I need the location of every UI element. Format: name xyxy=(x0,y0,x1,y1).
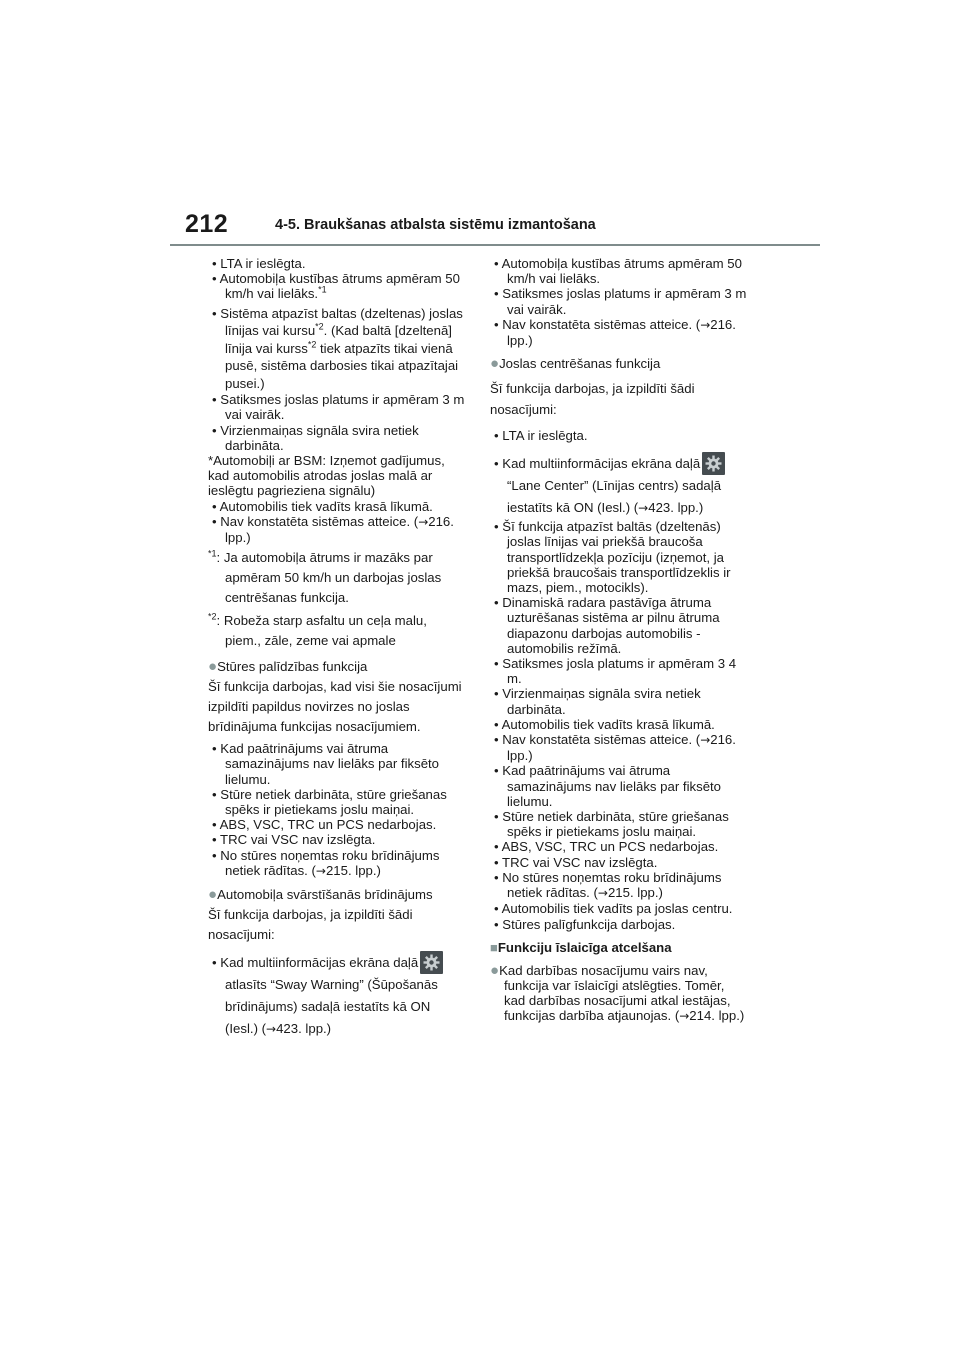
list-item: • LTA ir ieslēgta. xyxy=(494,428,588,444)
list-item-text: Sistēma atpazīst baltas (dzeltenas) joslas līnijas vai kursu xyxy=(220,305,463,339)
list-item-text: Nav konstatēta sistēmas atteice. ( xyxy=(220,513,419,529)
arrow-right-icon: → xyxy=(638,501,649,516)
list-item: • Stūre netiek darbināta, stūre griešanas spēks ir pietiekams joslu maiņai. xyxy=(494,809,729,840)
page-reference: 214. lpp.) xyxy=(689,1008,745,1024)
list-item-text: Stūre netiek darbināta, stūre griešanas spēks ir pietiekams joslu maiņai. xyxy=(502,809,729,840)
list-item: • Automobiļa kustības ātrums apmēram 50 km/h vai lielāks. xyxy=(494,256,742,287)
page-reference: 423. lpp.) xyxy=(276,1020,332,1036)
list-item: • Stūre netiek darbināta, stūre griešanas spēks ir pietiekams joslu maiņai. xyxy=(212,786,447,817)
page-number: 212 xyxy=(185,210,229,238)
footnote-text: : Robeža starp asfaltu un ceļa malu, piem., zāle, zeme vai apmale xyxy=(216,613,427,649)
list-item-text: TRC vai VSC nav izslēgta. xyxy=(502,854,658,870)
list-item: • Nav konstatēta sistēmas atteice. (→216. lpp.) xyxy=(494,316,736,349)
subheading-text: Automobiļa svārstīšanās brīdinājums xyxy=(217,886,433,902)
paragraph xyxy=(490,963,748,1025)
list-item: • Automobilis tiek vadīts krasā līkumā. xyxy=(212,498,433,514)
paragraph: Šī funkcija darbojas, ja izpildīti šādi nosacījumi: xyxy=(490,381,695,418)
subheading-text: Joslas centrēšanas funkcija xyxy=(499,356,661,372)
list-item-text: No stūres noņemtas roku brīdinājums netiek rādītas. ( xyxy=(502,869,722,901)
bullet-dot-icon: ● xyxy=(208,658,218,676)
page-reference: 216. lpp.) xyxy=(507,732,736,764)
arrow-right-icon: → xyxy=(700,317,711,332)
footnote-mark: *2 xyxy=(208,611,217,622)
footnote-text: : Ja automobiļa ātrums ir mazāks par apmēram 50 km/h un darbojas joslas centrēšanas funkcija. xyxy=(216,550,442,606)
list-item-text: tiek atpazīts tikai vienā pusē, sistēma darbosies tikai atpazītajai pusei.) xyxy=(225,340,459,391)
list-item: • Sistēma atpazīst baltas (dzeltenas) joslas līnijas vai kursu$^{*2}$. (Kad baltā [dzeltenā] līnija vai kurss$^{*2}$ tiek atpazīts tikai vienā pusē, sistēma darbosies tikai atpazītajai pusei.) xyxy=(212,305,463,391)
list-item: • Virzienmaiņas signāla svira netiek darbināta. xyxy=(212,422,419,453)
arrow-right-icon: → xyxy=(315,863,326,878)
list-item: • Satiksmes josla platums ir apmēram 3 4 m. xyxy=(494,656,737,687)
list-item-text: No stūres noņemtas roku brīdinājums netiek rādītas. ( xyxy=(220,847,440,878)
list-item-text: Automobilis tiek vadīts pa joslas centru. xyxy=(501,901,733,917)
list-item: • Kad paātrinājums vai ātruma samazinājums nav lielāks par fiksēto lielumu. xyxy=(494,763,722,809)
arrow-right-icon: → xyxy=(679,1009,690,1024)
list-item: • Kad paātrinājums vai ātruma samazinājums nav lielāks par fiksēto lielumu. xyxy=(212,741,440,787)
subheading xyxy=(208,885,466,905)
list-item: • Satiksmes joslas platums ir apmēram 3 m vai vairāk. xyxy=(494,286,747,317)
arrow-right-icon: → xyxy=(597,886,608,901)
arrow-right-icon: → xyxy=(700,733,711,748)
footnote-ref: *2 xyxy=(307,339,317,350)
list-item: • Dinamiskā radara pastāvīga ātruma uzturēšanas sistēma ar pilnu ātruma diapazonu darbojas automobilis - automobilis režīmā. xyxy=(494,595,720,656)
left-column xyxy=(208,256,466,1040)
bullet-dot-icon: ● xyxy=(208,885,218,903)
list-item: • TRC vai VSC nav izslēgta. xyxy=(212,832,376,848)
page-reference: 423. lpp.) xyxy=(648,500,704,516)
list-item: • Nav konstatēta sistēmas atteice. (→216. lpp.) xyxy=(212,513,454,545)
section-title: 4-5. Braukšanas atbalsta sistēmu izmantošana xyxy=(275,217,596,233)
list-item-text: Kad multiinformācijas ekrāna daļā xyxy=(502,456,701,472)
settings-gear-icon xyxy=(420,951,443,974)
list-item: • Automobilis tiek vadīts krasā līkumā. xyxy=(494,716,715,732)
subheading-text: Stūres palīdzības funkcija xyxy=(217,659,368,675)
list-item: • Kad multiinformācijas ekrāna daļā “Lane Center” (Līnijas centrs) sadaļā iestatīts kā ON (Iesl.) (→423. lpp.) xyxy=(490,452,748,519)
list-item-text: Dinamiskā radara pastāvīga ātruma uzturēšanas sistēma ar pilnu ātruma diapazonu darbojas automobilis - automobilis režīmā. xyxy=(502,595,720,656)
page-reference: 215. lpp.) xyxy=(325,862,381,878)
list-item-text: ABS, VSC, TRC un PCS nedarbojas. xyxy=(501,839,719,855)
list-item-text: Automobiļa kustības ātrums apmēram 50 km/h vai lielāks. xyxy=(501,256,742,287)
paragraph-text: Kad darbības nosacījumu vairs nav, funkcija var īslaicīgi atslēgties. Tomēr, kad darbības nosacījumi atkal iestājas, funkcijas darbība atjaunojas. ( xyxy=(499,962,731,1024)
list-item-text: Kad paātrinājums vai ātruma samazinājums nav lielāks par fiksēto lielumu. xyxy=(502,763,722,809)
right-column xyxy=(490,256,748,1025)
list-item: • No stūres noņemtas roku brīdinājums netiek rādītas. (→215. lpp.) xyxy=(212,847,440,878)
list-item: • Kad multiinformācijas ekrāna daļā atlasīts “Sway Warning” (Šūpošanās brīdinājums) sadaļā iestatīts kā ON (Iesl.) (→423. lpp.) xyxy=(208,951,466,1040)
list-item: • Nav konstatēta sistēmas atteice. (→216. lpp.) xyxy=(494,732,736,764)
paragraph: Šī funkcija darbojas, kad visi šie nosacījumi izpildīti papildus novirzes no joslas brīdinājuma funkcijas nosacījumiem. xyxy=(208,679,462,735)
list-item-text: atlasīts “Sway Warning” (Šūpošanās brīdinājums) sadaļā iestatīts kā ON (Iesl.) ( xyxy=(225,976,438,1036)
list-item-text: . (Kad baltā [dzeltenā] līnija vai kurss xyxy=(225,323,452,356)
list-item-text: Kad paātrinājums vai ātruma samazinājums nav lielāks par fiksēto lielumu. xyxy=(220,741,440,787)
list-item-text: Stūre netiek darbināta, stūre griešanas spēks ir pietiekams joslu maiņai. xyxy=(220,786,447,817)
bullet-dot-icon: ● xyxy=(490,961,500,979)
page-reference: 216. lpp.) xyxy=(507,316,736,349)
footnote-mark: *1 xyxy=(208,548,217,559)
footnote-ref: *2 xyxy=(315,321,324,332)
bullet-dot-icon: ● xyxy=(490,355,500,373)
footnote-ref: *1 xyxy=(318,285,327,296)
list-item-text: Virzienmaiņas signāla svira netiek darbināta. xyxy=(220,422,419,453)
list-item: • Satiksmes joslas platums ir apmēram 3 m vai vairāk. xyxy=(212,392,465,423)
list-item-text: Stūres palīgfunkcija darbojas. xyxy=(502,916,676,932)
list-item: • ABS, VSC, TRC un PCS nedarbojas. xyxy=(212,817,437,833)
footnote-1 xyxy=(208,548,466,608)
list-item: • Šī funkcija atpazīst baltās (dzeltenās) joslas līnijas vai priekšā braucoša transportlīdzekļa pozīciju (izņemot, ja priekšā braucošais transportlīdzeklis ir mazs, piem., motocikls). xyxy=(494,519,731,596)
subheading xyxy=(490,354,748,374)
list-item: • ABS, VSC, TRC un PCS nedarbojas. xyxy=(494,839,719,855)
list-item-text: Satiksmes joslas platums ir apmēram 3 m vai vairāk. xyxy=(220,392,465,423)
list-item-text: Automobilis tiek vadīts krasā līkumā. xyxy=(501,716,715,732)
list-item: • Stūres palīgfunkcija darbojas. xyxy=(494,916,676,932)
arrow-right-icon: → xyxy=(418,514,429,529)
list-item-text: Šī funkcija atpazīst baltās (dzeltenās) joslas līnijas vai priekšā braucoša transportlīdzekļa pozīciju (izņemot, ja priekšā braucošais transportlīdzeklis ir mazs, piem., motocikls). xyxy=(502,519,731,596)
subheading-text: Funkciju īslaicīga atcelšana xyxy=(497,939,672,955)
list-item-text: “Lane Center” (Līnijas centrs) sadaļā iestatīts kā ON (Iesl.) ( xyxy=(507,478,722,516)
list-item-text: TRC vai VSC nav izslēgta. xyxy=(220,832,376,848)
footnote-2 xyxy=(208,611,466,651)
list-item-text: Automobiļa kustības ātrums apmēram 50 km/h vai lielāks. xyxy=(219,271,460,302)
square-bullet-icon: ■ xyxy=(490,939,498,955)
bsm-note: *Automobiļi ar BSM: Izņemot gadījumus, kad automobilis atrodas joslas malā ar ieslēgtu pagrieziena signālu) xyxy=(208,452,445,499)
list-item: • Virzienmaiņas signāla svira netiek darbināta. xyxy=(494,686,701,717)
page-reference: 216. lpp.) xyxy=(225,513,454,545)
paragraph: Šī funkcija darbojas, ja izpildīti šādi nosacījumi: xyxy=(208,906,413,942)
list-item: • Automobiļa kustības ātrums apmēram 50 km/h vai lielāks.$^{*1}$ xyxy=(212,271,460,302)
list-item-text: Automobilis tiek vadīts krasā līkumā. xyxy=(219,498,433,514)
list-item-text: LTA ir ieslēgta. xyxy=(220,256,306,271)
page-reference: 215. lpp.) xyxy=(607,885,663,901)
list-item-text: Nav konstatēta sistēmas atteice. ( xyxy=(502,316,701,332)
list-item-text: ABS, VSC, TRC un PCS nedarbojas. xyxy=(219,817,437,833)
list-item: • TRC vai VSC nav izslēgta. xyxy=(494,854,658,870)
settings-gear-icon xyxy=(702,452,725,475)
list-item-text: Nav konstatēta sistēmas atteice. ( xyxy=(502,732,701,748)
subheading xyxy=(208,657,466,677)
arrow-right-icon: → xyxy=(266,1021,277,1036)
subheading xyxy=(490,938,748,958)
list-item-text: Satiksmes joslas platums ir apmēram 3 m vai vairāk. xyxy=(502,286,747,317)
list-item: • No stūres noņemtas roku brīdinājums netiek rādītas. (→215. lpp.) xyxy=(494,869,722,901)
header-rule xyxy=(170,244,820,246)
list-item-text: LTA ir ieslēgta. xyxy=(502,428,588,444)
list-item-text: Virzienmaiņas signāla svira netiek darbināta. xyxy=(502,686,701,717)
list-item: • Automobilis tiek vadīts pa joslas centru. xyxy=(494,901,733,917)
list-item: • LTA ir ieslēgta. xyxy=(212,256,306,271)
list-item-text: Satiksmes josla platums ir apmēram 3 4 m. xyxy=(502,656,737,687)
list-item-text: Kad multiinformācijas ekrāna daļā xyxy=(220,954,419,970)
